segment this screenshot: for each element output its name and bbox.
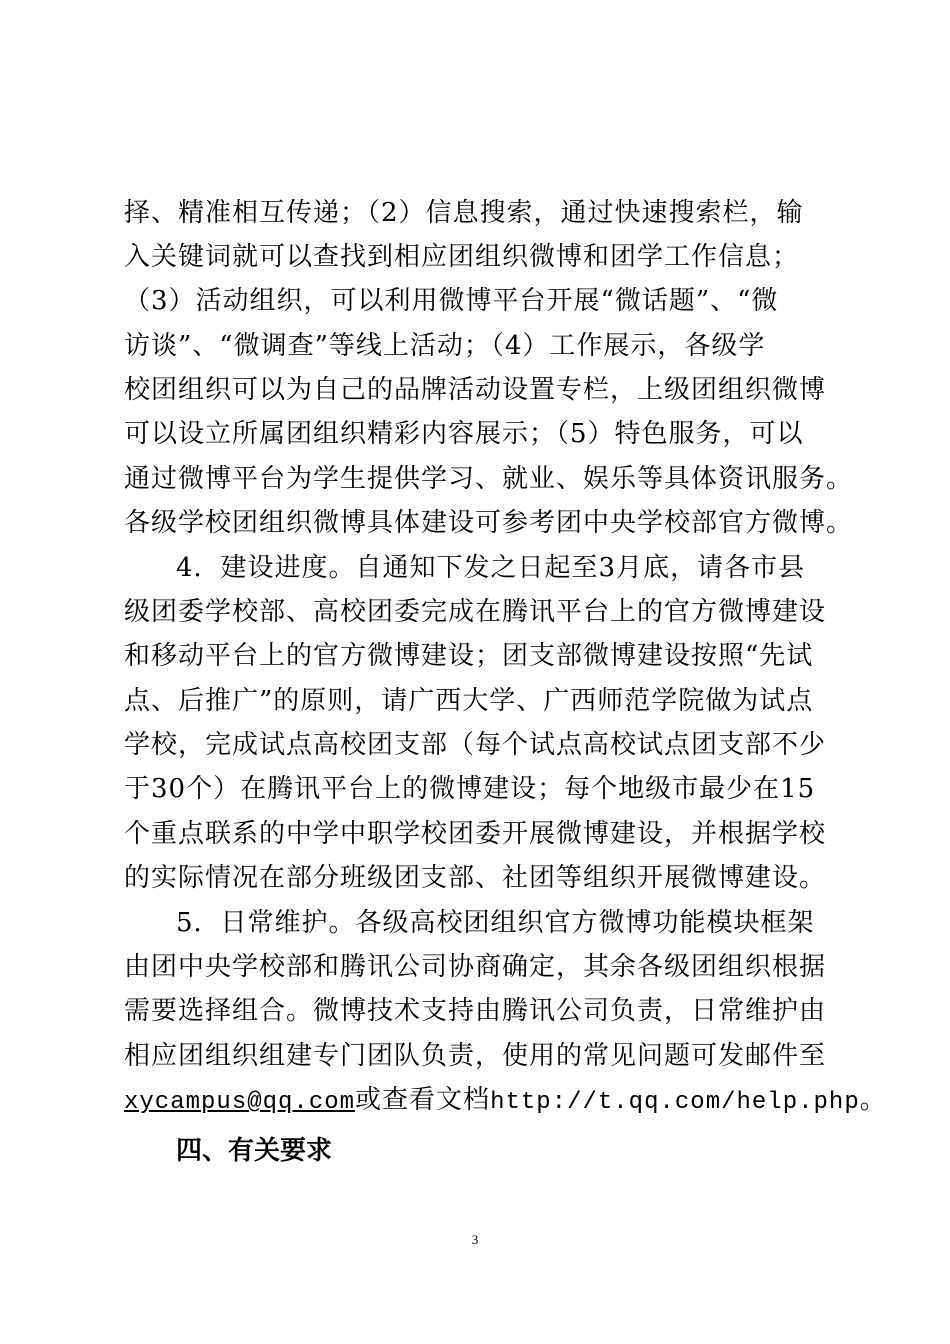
page-number: 3	[471, 1232, 479, 1247]
paragraph-line-last	[124, 1080, 887, 1120]
paragraph-line: 需要选择组合。微博技术支持由腾讯公司负责，日常维护由	[124, 996, 827, 1026]
section-heading: 四、有关要求	[176, 1136, 333, 1166]
paragraph-line: 的实际情况在部分班级团支部、社团等组织开展微博建设。	[124, 863, 827, 893]
paragraph-line: 可以设立所属团组织精彩内容展示；（5）特色服务，可以	[124, 419, 804, 449]
paragraph-line: 相应团组织组建专门团队负责，使用的常见问题可发邮件至	[124, 1041, 827, 1071]
paragraph-line: 入关键词就可以查找到相应团组织微博和团学工作信息；	[124, 242, 800, 272]
paragraph-line: 校团组织可以为自己的品牌活动设置专栏，上级团组织微博	[124, 375, 827, 405]
paragraph-line: 4．建设进度。自通知下发之日起至3月底，请各市县	[176, 553, 806, 583]
text-segment: 。	[859, 1085, 887, 1115]
paragraph-line: 点、后推广”的原则，请广西大学、广西师范学院做为试点	[124, 686, 814, 716]
paragraph-line: （3）活动组织，可以利用微博平台开展“微话题”、“微	[124, 286, 779, 316]
paragraph-line: 级团委学校部、高校团委完成在腾讯平台上的官方微博建设	[124, 597, 827, 627]
paragraph-line: 学校，完成试点高校团支部（每个试点高校试点团支部不少	[124, 730, 827, 760]
text-segment: 或查看文档	[355, 1085, 491, 1115]
paragraph-line: 择、精准相互传递；（2）信息搜索，通过快速搜索栏，输	[124, 198, 804, 228]
paragraph-line: 通过微博平台为学生提供学习、就业、娱乐等具体资讯服务。	[124, 464, 854, 494]
paragraph-line: 和移动平台上的官方微博建设；团支部微博建设按照“先试	[124, 641, 814, 671]
paragraph-line: 个重点联系的中学中职学校团委开展微博建设，并根据学校	[124, 819, 827, 849]
paragraph-line: 5．日常维护。各级高校团组织官方微博功能模块框架	[176, 908, 815, 938]
paragraph-line: 由团中央学校部和腾讯公司协商确定，其余各级团组织根据	[124, 952, 827, 982]
paragraph-line: 于30个）在腾讯平台上的微博建设；每个地级市最少在15	[124, 774, 816, 804]
paragraph-line: 访谈”、“微调查”等线上活动；（4）工作展示，各级学	[124, 331, 766, 361]
email-link[interactable]: xycampus@qq.com	[124, 1089, 356, 1116]
paragraph-line: 各级学校团组织微博具体建设可参考团中央学校部官方微博。	[124, 508, 854, 538]
url-text: http://t.qq.com/help.php	[490, 1089, 860, 1116]
